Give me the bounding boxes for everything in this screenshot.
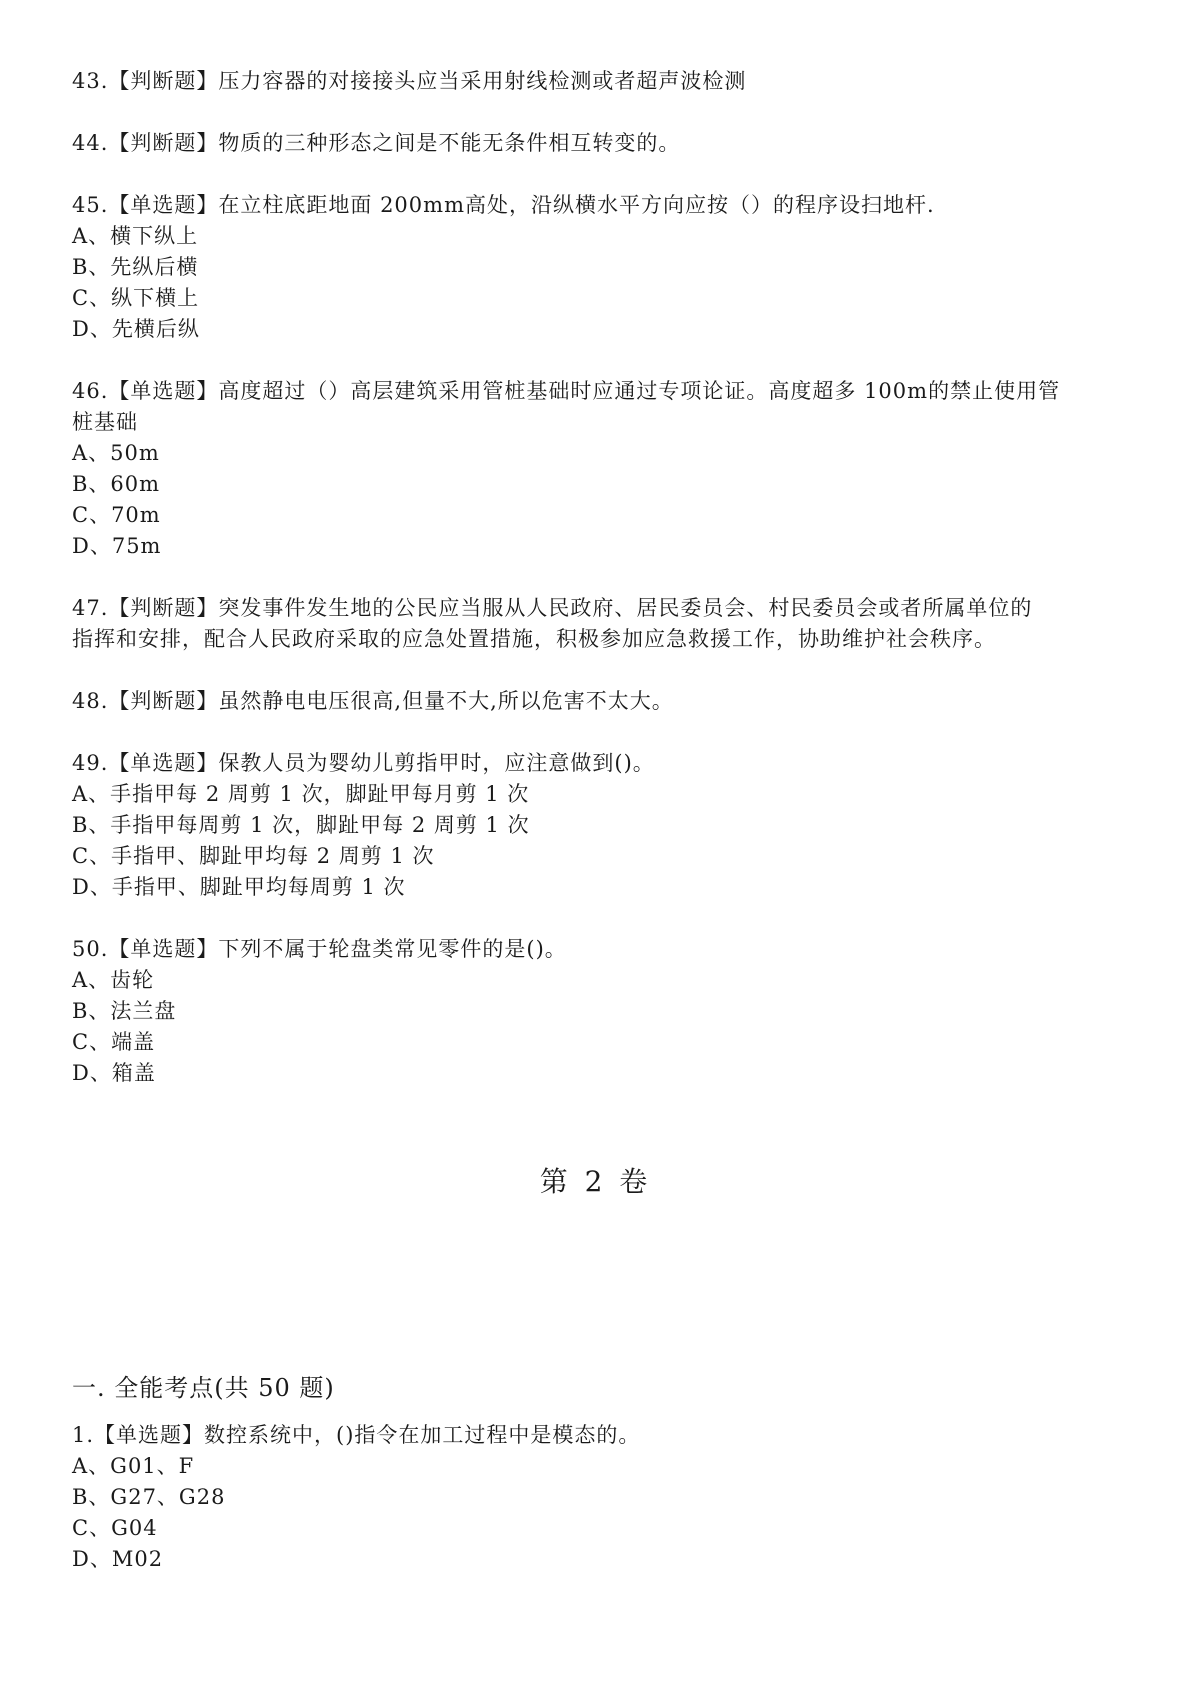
option-c: C、端盖 <box>72 1030 156 1054</box>
section-title: 一. 全能考点(共 50 题) <box>72 1374 335 1402</box>
question-stem: 50.【单选题】下列不属于轮盘类常见零件的是()。 <box>72 937 567 961</box>
question-stem: 44.【判断题】物质的三种形态之间是不能无条件相互转变的。 <box>72 131 681 155</box>
option-d: D、先横后纵 <box>72 317 200 341</box>
question-stem: 49.【单选题】保教人员为婴幼儿剪指甲时，应注意做到()。 <box>72 751 655 775</box>
question-stem: 48.【判断题】虽然静电电压很高,但量不大,所以危害不太大。 <box>72 689 674 713</box>
question-45 <box>72 190 1122 345</box>
option-a: A、手指甲每 2 周剪 1 次，脚趾甲每月剪 1 次 <box>72 782 530 806</box>
option-b: B、G27、G28 <box>72 1485 226 1509</box>
option-c: C、70m <box>72 503 161 527</box>
option-a: A、横下纵上 <box>72 224 199 248</box>
option-a: A、50m <box>72 441 160 465</box>
question-49 <box>72 748 1122 903</box>
question-50 <box>72 934 1122 1089</box>
option-d: D、箱盖 <box>72 1061 156 1085</box>
section-question-list <box>72 1420 1122 1575</box>
option-a: A、G01、F <box>72 1454 195 1478</box>
question-stem: 45.【单选题】在立柱底距地面 200mm高处，沿纵横水平方向应按（）的程序设扫地杆. <box>72 193 935 217</box>
option-c: C、手指甲、脚趾甲均每 2 周剪 1 次 <box>72 844 435 868</box>
option-a: A、齿轮 <box>72 968 155 992</box>
question-stem-line2: 指挥和安排，配合人民政府采取的应急处置措施，积极参加应急救援工作，协助维护社会秩序。 <box>72 627 996 651</box>
question-48 <box>72 686 1122 717</box>
option-d: D、M02 <box>72 1547 164 1571</box>
question-stem: 1.【单选题】数控系统中，()指令在加工过程中是模态的。 <box>72 1423 641 1447</box>
option-c: C、纵下横上 <box>72 286 200 310</box>
option-c: C、G04 <box>72 1516 158 1540</box>
option-b: B、60m <box>72 472 161 496</box>
volume-title: 第 2 卷 <box>539 1165 652 1198</box>
option-d: D、75m <box>72 534 162 558</box>
question-47 <box>72 593 1122 655</box>
question-stem-line2: 桩基础 <box>72 410 138 434</box>
option-b: B、先纵后横 <box>72 255 199 279</box>
question-list <box>72 66 1122 1089</box>
question-stem: 43.【判断题】压力容器的对接接头应当采用射线检测或者超声波检测 <box>72 69 747 93</box>
question-46 <box>72 376 1122 562</box>
question-43 <box>72 66 1122 97</box>
question-stem-line1: 47.【判断题】突发事件发生地的公民应当服从人民政府、居民委员会、村民委员会或者所属单位的 <box>72 596 1033 620</box>
option-b: B、手指甲每周剪 1 次，脚趾甲每 2 周剪 1 次 <box>72 813 530 837</box>
option-d: D、手指甲、脚趾甲均每周剪 1 次 <box>72 875 406 899</box>
option-b: B、法兰盘 <box>72 999 177 1023</box>
question-1 <box>72 1420 1122 1575</box>
question-44 <box>72 128 1122 159</box>
question-stem-line1: 46.【单选题】高度超过（）高层建筑采用管桩基础时应通过专项论证。高度超多 100m的禁止使用管 <box>72 379 1061 403</box>
